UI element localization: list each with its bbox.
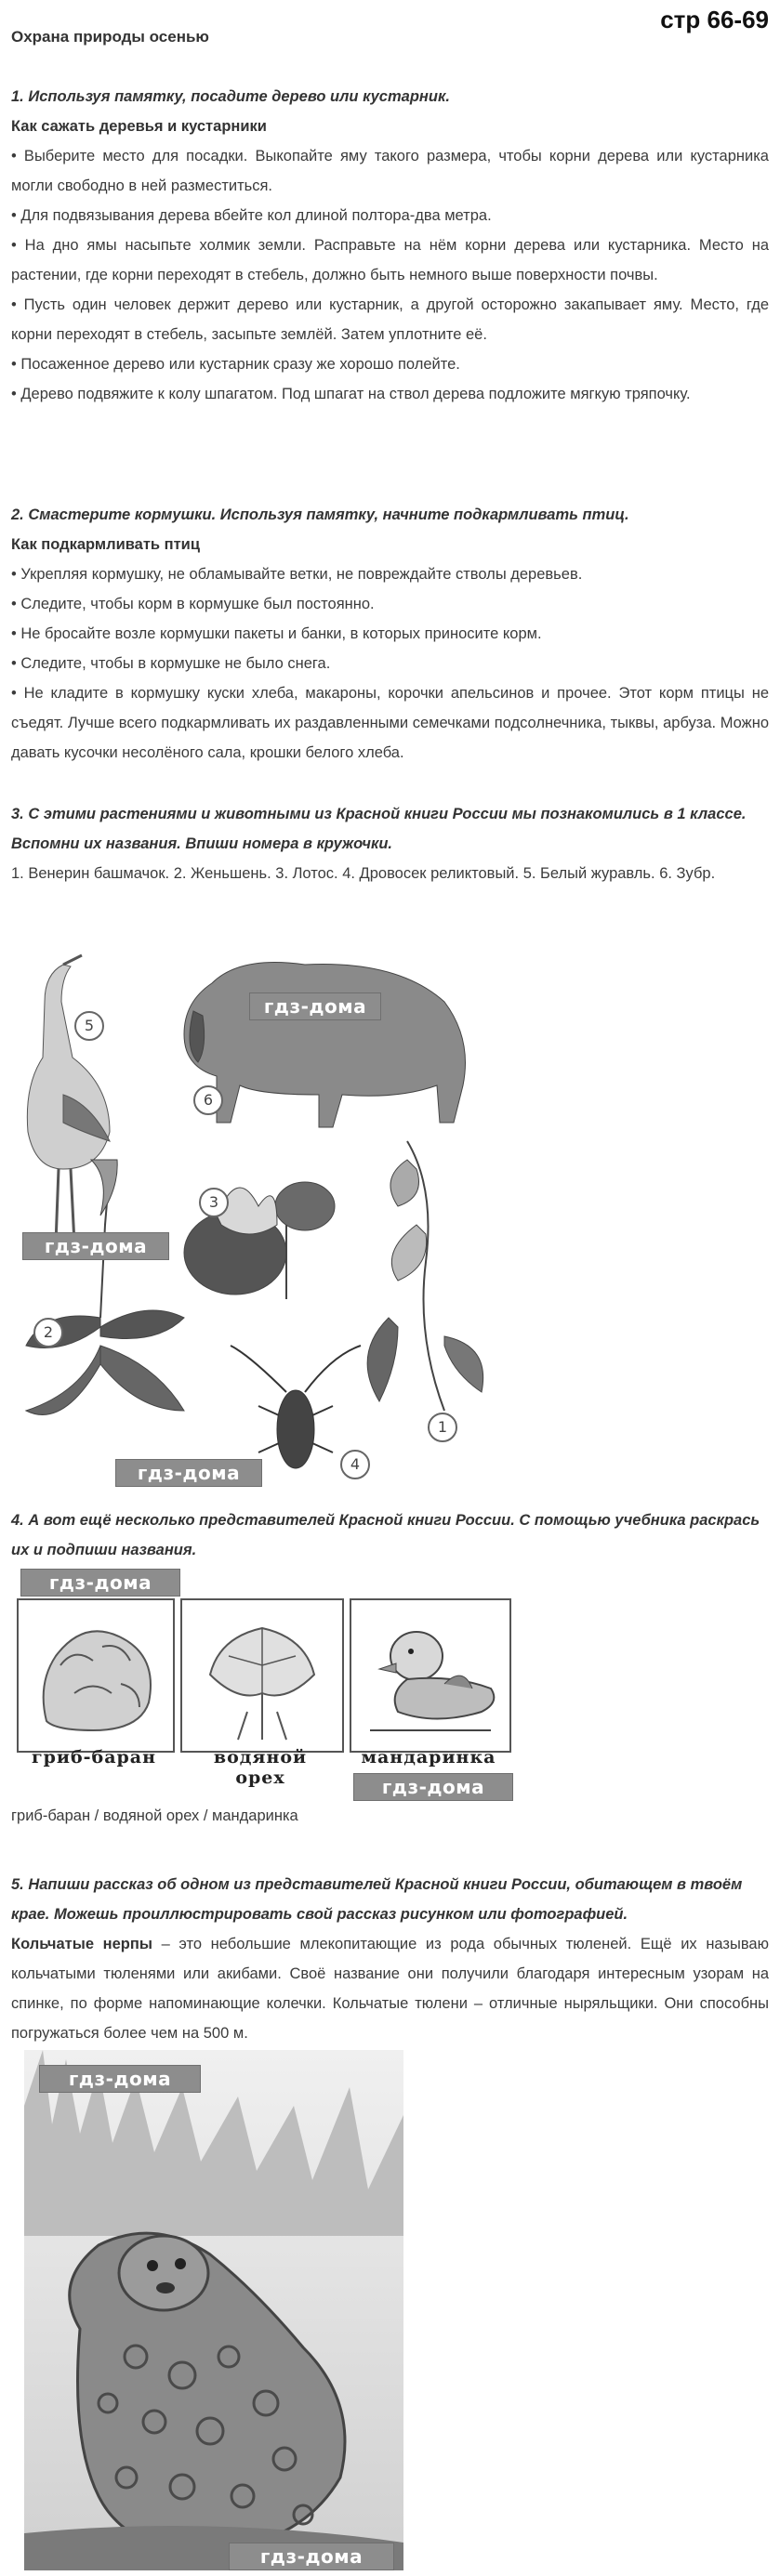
watermark: гдз-дома xyxy=(39,2065,201,2093)
list-item: • Для подвязывания дерева вбейте кол длиной полтора-два метра. xyxy=(11,207,492,224)
task-2: 2. Смастерите кормушки. Используя памятку, начните подкармливать птиц. xyxy=(11,506,629,523)
section-1-subtitle: Как сажать деревья и кустарники xyxy=(11,118,267,135)
list-item: • Не бросайте возле кормушки пакеты и банки, в которых приносите корм. xyxy=(11,625,542,642)
circle-number: 2 xyxy=(33,1318,63,1347)
section-4-answer: гриб-баран / водяной орех / мандаринка xyxy=(11,1807,298,1824)
list-item: • Дерево подвяжите к колу шпагатом. Под шпагат на ствол дерева подложите мягкую тряпочку. xyxy=(11,386,691,402)
circle-number: 5 xyxy=(74,1011,104,1041)
section-3-answer: 1. Венерин башмачок. 2. Женьшень. 3. Лотос. 4. Дровосек реликтовый. 5. Белый журавль. 6. Зубр. xyxy=(11,865,716,882)
task-3: 3. С этими растениями и животными из Красной книги России мы познакомились в 1 классе. Вспомни их названия. Впиши номера в кружочки. xyxy=(11,806,747,852)
circle-number: 4 xyxy=(340,1450,370,1479)
mandarin-duck-card xyxy=(350,1598,511,1753)
watermark: гдз-дома xyxy=(229,2543,394,2570)
list-item: • Выберите место для посадки. Выкопайте яму такого размера, чтобы корни дерева или кустарника могли свободно в ней разместиться. xyxy=(11,148,769,194)
section-3 xyxy=(11,799,769,888)
circle-number: 6 xyxy=(193,1085,223,1115)
list-item: • На дно ямы насыпьте холмик земли. Расправьте на нём корни дерева или кустарника. Место на растении, где корни переходят в стебель, должно быть немного выше поверхности почвы. xyxy=(11,237,769,283)
mushroom-card xyxy=(17,1598,175,1753)
watermark: гдз-дома xyxy=(115,1459,262,1487)
mushroom-drawing xyxy=(19,1600,173,1751)
list-item: • Пусть один человек держит дерево или кустарник, а другой осторожно закапывает яму. Место, где корни переходят в стебель, засыпьте землёй. Затем уплотните её. xyxy=(11,296,769,343)
watermark: гдз-дома xyxy=(20,1569,180,1597)
section-4-answer-block xyxy=(11,1801,769,1831)
caption-mushroom: гриб-баран xyxy=(31,1747,157,1768)
task-4: 4. А вот ещё несколько представителей Красной книги России. С помощью учебника раскрась их и подпиши названия. xyxy=(11,1512,760,1558)
story-lead: Кольчатые нерпы xyxy=(11,1936,152,1952)
section-5 xyxy=(11,1870,769,2048)
list-item: • Укрепляя кормушку, не обламывайте ветки, не повреждайте стволы деревьев. xyxy=(11,566,583,583)
section-1 xyxy=(11,82,769,409)
section-2 xyxy=(11,500,769,768)
page-title: Охрана природы осенью xyxy=(11,28,209,46)
caption-mandarin-duck: мандаринка xyxy=(361,1747,496,1768)
bison-drawing xyxy=(184,963,466,1128)
water-chestnut-card xyxy=(180,1598,344,1753)
ginseng-drawing xyxy=(26,1160,184,1414)
section-5-story xyxy=(11,1929,769,2048)
section-4 xyxy=(11,1505,769,1565)
mandarin-duck-drawing xyxy=(351,1600,509,1751)
watermark: гдз-дома xyxy=(249,992,381,1020)
list-item: • Следите, чтобы корм в кормушке был постоянно. xyxy=(11,596,375,612)
task-1: 1. Используя памятку, посадите дерево или кустарник. xyxy=(11,88,450,105)
watermark: гдз-дома xyxy=(22,1232,169,1260)
list-item: • Посаженное дерево или кустарник сразу же хорошо полейте. xyxy=(11,356,460,373)
circle-number: 3 xyxy=(199,1188,229,1217)
beetle-drawing xyxy=(231,1346,361,1468)
ringed-seal-illustration xyxy=(24,2050,403,2570)
circle-number: 1 xyxy=(428,1413,457,1442)
caption-water-chestnut: водяной орех xyxy=(213,1747,308,1788)
page-number: стр 66-69 xyxy=(660,6,769,33)
water-chestnut-drawing xyxy=(182,1600,342,1751)
orchid-drawing xyxy=(367,1141,483,1411)
watermark: гдз-дома xyxy=(353,1773,513,1801)
task-5: 5. Напиши рассказ об одном из представителей Красной книги России, обитающем в твоём крае. Можешь проиллюстрировать свой рассказ рисунком или фотографией. xyxy=(11,1876,743,1923)
story-text: – это небольшие млекопитающие из рода обычных тюленей. Ещё их называю кольчатыми тюленями или акибами. Своё название они получили благодаря интересным узорам на спинке, по форме напоминающие колечки. Кольчатые тюлени – отличные ныряльщики. Они способны погружаться более чем на 500 м. xyxy=(11,1936,769,2042)
list-item: • Не кладите в кормушку куски хлеба, макароны, корочки апельсинов и прочее. Этот корм птицы не съедят. Лучше всего подкармливать их раздавленными семечками подсолнечника, тыквы, арбуза. Можно давать кусочки несолёного сала, крошки белого хлеба. xyxy=(11,685,769,761)
crane-drawing xyxy=(27,955,110,1243)
list-item: • Следите, чтобы в кормушке не было снега. xyxy=(11,655,331,672)
section-2-subtitle: Как подкармливать птиц xyxy=(11,536,200,553)
